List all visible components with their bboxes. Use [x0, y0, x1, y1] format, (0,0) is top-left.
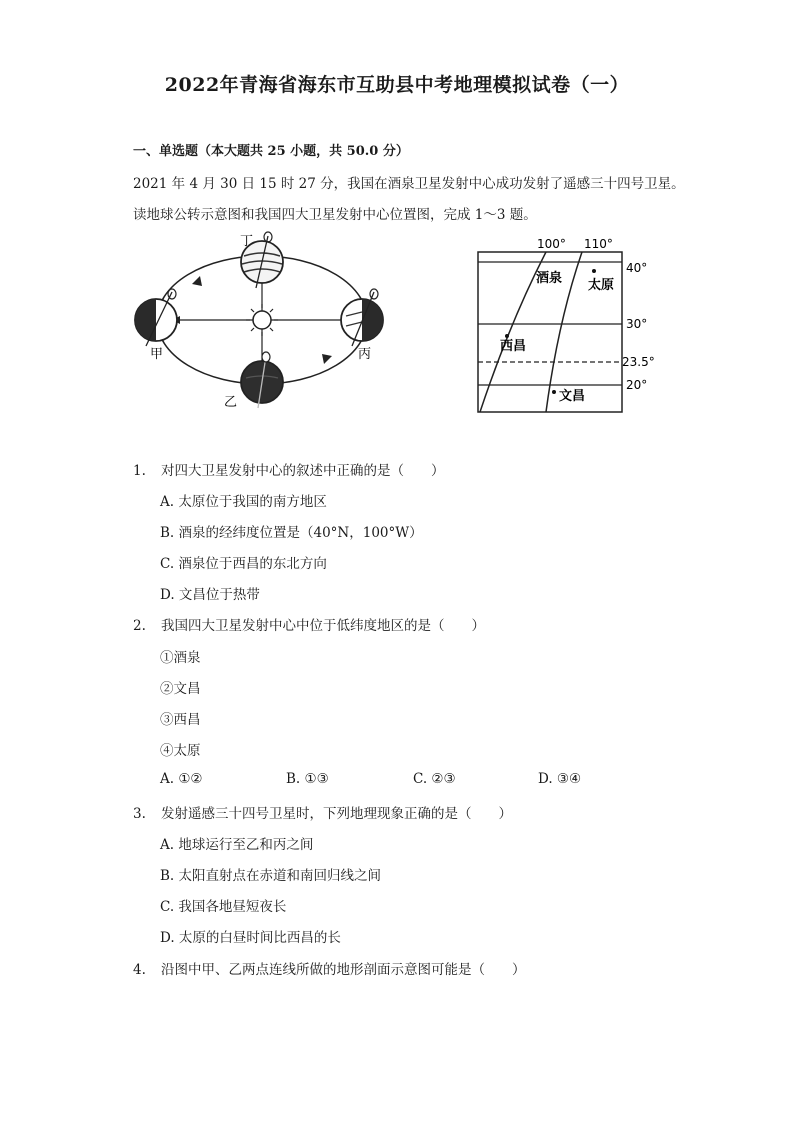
q1-option-b[interactable]: B. 酒泉的经纬度位置是（40°N，100°W）	[160, 525, 423, 541]
lat-label-30: 30°	[626, 317, 648, 331]
earth-bing-icon	[341, 289, 383, 346]
q3-option-a[interactable]: A. 地球运行至乙和丙之间	[160, 837, 314, 853]
question-text: 发射遥感三十四号卫星时，下列地理现象正确的是（ ）	[161, 806, 512, 822]
q1-option-d[interactable]: D. 文昌位于热带	[160, 587, 260, 603]
q2-item-4: ④太原	[160, 743, 201, 759]
q2-option-b[interactable]: B. ①③	[286, 771, 329, 787]
earth-jia-icon	[135, 289, 177, 346]
question-1	[133, 459, 445, 479]
question-number: 1.	[133, 463, 146, 479]
label-jia: 甲	[150, 347, 164, 362]
question-number: 4.	[133, 962, 146, 978]
lat-label-23-5: 23.5°	[622, 355, 655, 369]
q3-option-b[interactable]: B. 太阳直射点在赤道和南回归线之间	[160, 868, 382, 884]
label-yi: 乙	[224, 395, 238, 410]
q3-option-c[interactable]: C. 我国各地昼短夜长	[160, 899, 287, 915]
label-ding: 丁	[240, 234, 254, 249]
question-2	[133, 614, 485, 634]
q1-option-a[interactable]: A. 太原位于我国的南方地区	[160, 494, 327, 510]
place-xichang: 西昌	[500, 339, 527, 354]
intro-line-2: 读地球公转示意图和我国四大卫星发射中心位置图，完成 1～3 题。	[133, 207, 537, 223]
q2-option-a[interactable]: A. ①②	[160, 771, 203, 787]
place-wenchang: 文昌	[559, 389, 586, 404]
lon-label-100: 100°	[537, 237, 566, 251]
label-bing: 丙	[358, 347, 372, 362]
question-text: 对四大卫星发射中心的叙述中正确的是（ ）	[161, 463, 445, 479]
question-text: 沿图中甲、乙两点连线所做的地形剖面示意图可能是（ ）	[161, 962, 526, 978]
q2-item-2: ②文昌	[160, 681, 201, 697]
place-jiuquan: 酒泉	[536, 271, 563, 286]
question-text: 我国四大卫星发射中心中位于低纬度地区的是（ ）	[161, 618, 485, 634]
earth-yi-icon	[241, 352, 283, 408]
question-number: 2.	[133, 618, 146, 634]
question-number: 3.	[133, 806, 146, 822]
question-4	[133, 958, 526, 978]
intro-line-1: 2021 年 4 月 30 日 15 时 27 分，我国在酒泉卫星发射中心成功发射了遥感三十四号卫星。	[133, 176, 685, 192]
question-3	[133, 802, 512, 822]
lat-label-20: 20°	[626, 378, 648, 392]
q2-option-c[interactable]: C. ②③	[413, 771, 456, 787]
q2-option-d[interactable]: D. ③④	[538, 771, 582, 787]
q2-item-3: ③西昌	[160, 712, 201, 728]
earth-revolution-figure	[132, 228, 392, 414]
place-taiyuan: 太原	[588, 278, 615, 293]
launch-center-map	[470, 232, 670, 418]
q3-option-d[interactable]: D. 太原的白昼时间比西昌的长	[160, 930, 341, 946]
page-title: 2022年青海省海东市互助县中考地理模拟试卷（一）	[164, 74, 630, 96]
lat-label-40: 40°	[626, 261, 648, 275]
q2-item-1: ①酒泉	[160, 650, 201, 666]
lon-label-110: 110°	[584, 237, 613, 251]
section-heading: 一、单选题（本大题共 25 小题，共 50.0 分）	[133, 144, 409, 159]
q1-option-c[interactable]: C. 酒泉位于西昌的东北方向	[160, 556, 327, 572]
